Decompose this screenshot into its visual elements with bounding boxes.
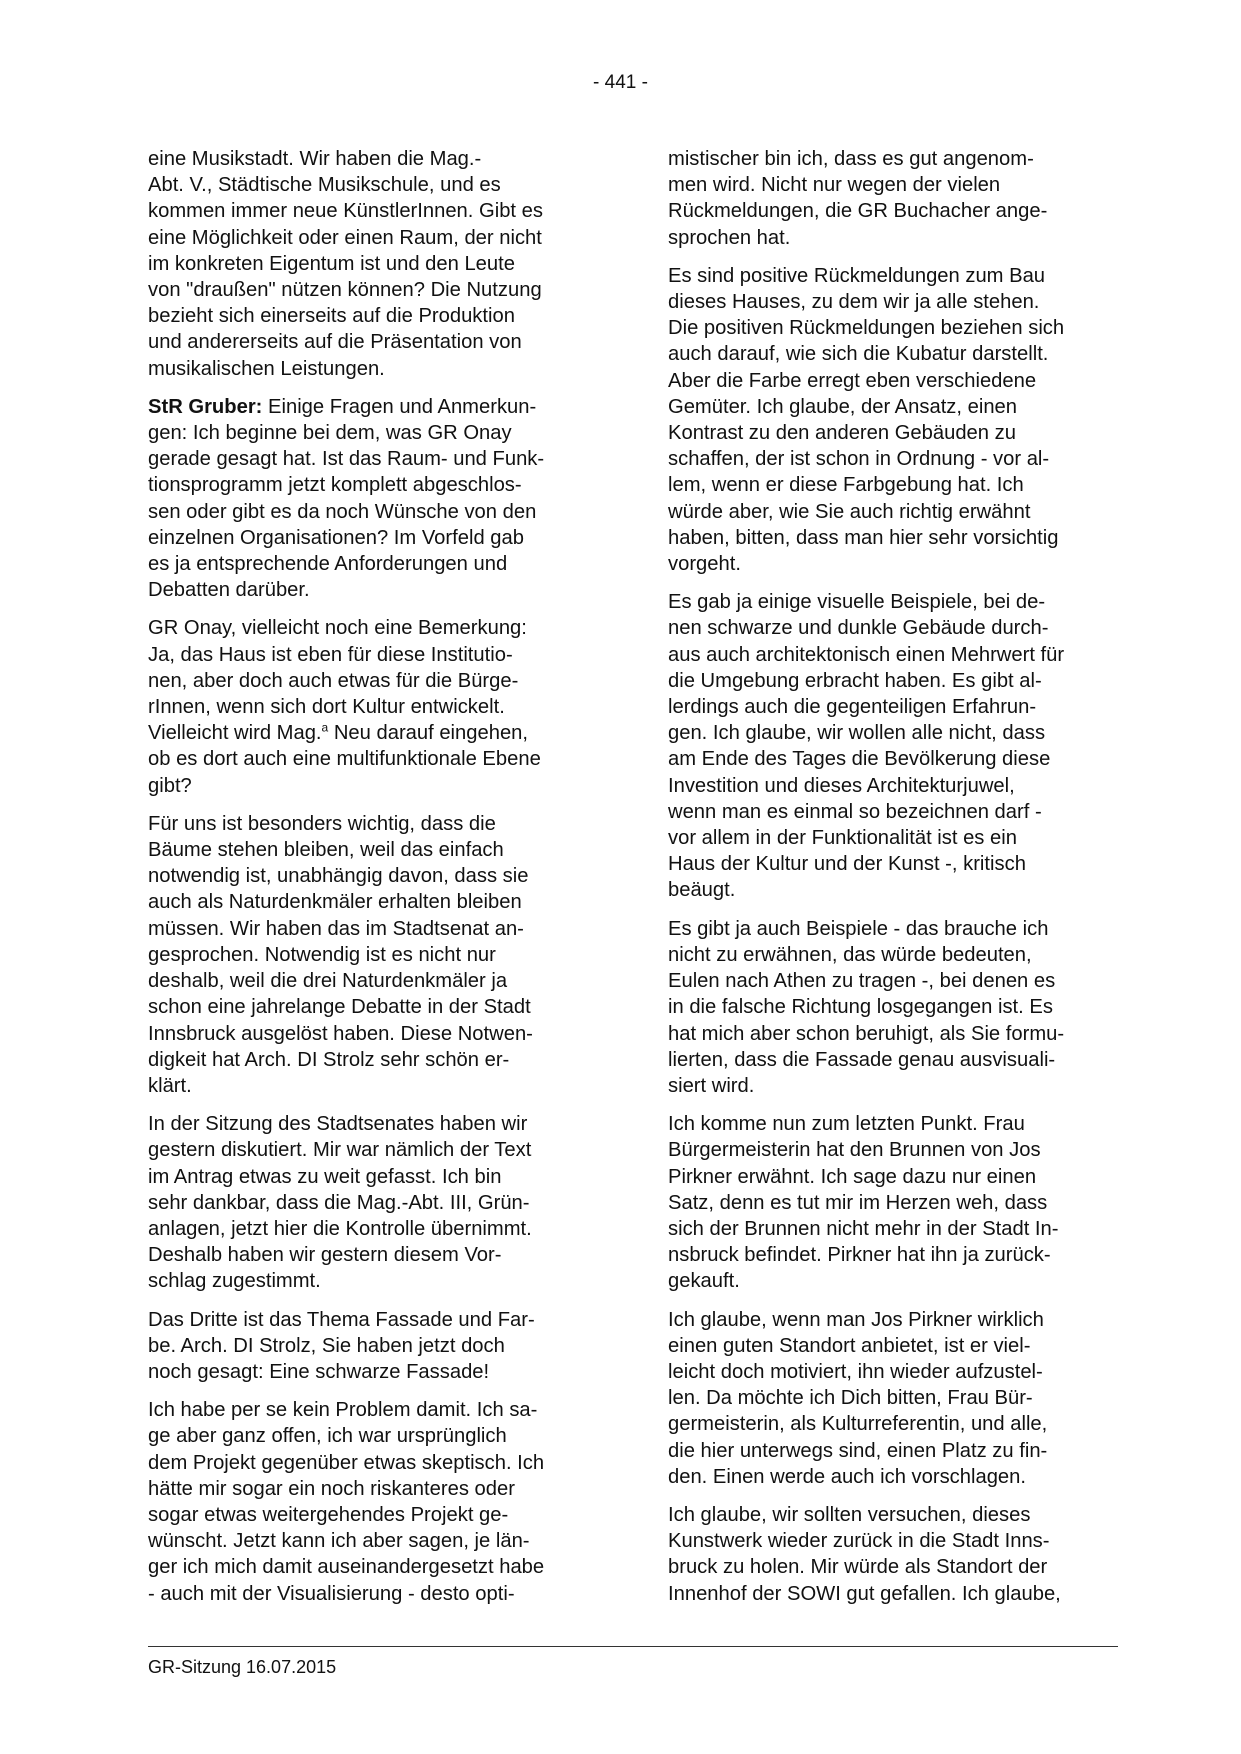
paragraph bbox=[668, 1502, 1116, 1607]
paragraph-line: be. Arch. DI Strolz, Sie haben jetzt doch bbox=[148, 1334, 505, 1357]
paragraph-line: es ja entsprechende Anforderungen und bbox=[148, 553, 508, 576]
paragraph-line: gesprochen. Notwendig ist es nicht nur bbox=[148, 943, 496, 966]
paragraph-line: Ich glaube, wir sollten versuchen, dieses bbox=[668, 1503, 1031, 1526]
footer-divider bbox=[148, 1646, 1118, 1647]
paragraph-line: anlagen, jetzt hier die Kontrolle übernimmt. bbox=[148, 1217, 532, 1240]
paragraph-line: im konkreten Eigentum ist und den Leute bbox=[148, 252, 515, 275]
paragraph-line: Bäume stehen bleiben, weil das einfach bbox=[148, 839, 504, 862]
paragraph-line: Abt. V., Städtische Musikschule, und es bbox=[148, 174, 501, 197]
page-number: - 441 - bbox=[593, 72, 648, 93]
text-fragment: Neu darauf eingehen, bbox=[328, 722, 529, 745]
paragraph-line: im Antrag etwas zu weit gefasst. Ich bin bbox=[148, 1165, 502, 1188]
paragraph bbox=[148, 1111, 596, 1294]
paragraph-line: Ich glaube, wenn man Jos Pirkner wirklich bbox=[668, 1308, 1044, 1331]
paragraph-line: sogar etwas weitergehendes Projekt ge- bbox=[148, 1503, 509, 1526]
paragraph bbox=[668, 1111, 1116, 1294]
paragraph-line: die Umgebung erbracht haben. Es gibt al- bbox=[668, 669, 1042, 692]
paragraph-line: würde aber, wie Sie auch richtig erwähnt bbox=[668, 500, 1031, 523]
right-column bbox=[668, 146, 1116, 1619]
paragraph-line: ge aber ganz offen, ich war ursprünglich bbox=[148, 1425, 507, 1448]
paragraph-line: Satz, denn es tut mir im Herzen weh, dass bbox=[668, 1191, 1048, 1214]
paragraph-line: noch gesagt: Eine schwarze Fassade! bbox=[148, 1360, 490, 1383]
paragraph-line: gen. Ich glaube, wir wollen alle nicht, dass bbox=[668, 722, 1046, 745]
paragraph-line: Es gibt ja auch Beispiele - das brauche ich bbox=[668, 917, 1049, 940]
paragraph-line: Aber die Farbe erregt eben verschiedene bbox=[668, 369, 1037, 392]
paragraph-line bbox=[148, 394, 596, 420]
paragraph-line: nen schwarze und dunkle Gebäude durch- bbox=[668, 617, 1049, 640]
paragraph-line: Eulen nach Athen zu tragen -, bei denen es bbox=[668, 970, 1056, 993]
paragraph-line: notwendig ist, unabhängig davon, dass sie bbox=[148, 865, 529, 888]
paragraph-line: beäugt. bbox=[668, 879, 736, 902]
paragraph-line: - auch mit der Visualisierung - desto opti- bbox=[148, 1582, 515, 1605]
paragraph-line bbox=[148, 720, 596, 746]
paragraph-line: von "draußen" nützen können? Die Nutzung bbox=[148, 279, 542, 302]
paragraph bbox=[668, 916, 1116, 1099]
paragraph-line: einen guten Standort anbietet, ist er viel- bbox=[668, 1334, 1031, 1357]
paragraph-line: lierten, dass die Fassade genau ausvisuali- bbox=[668, 1048, 1056, 1071]
paragraph-line: Es sind positive Rückmeldungen zum Bau bbox=[668, 264, 1046, 287]
paragraph-line: digkeit hat Arch. DI Strolz sehr schön er- bbox=[148, 1048, 510, 1071]
paragraph-line: Das Dritte ist das Thema Fassade und Far- bbox=[148, 1308, 535, 1331]
paragraph-line: kommen immer neue KünstlerInnen. Gibt es bbox=[148, 200, 543, 223]
paragraph-line: vor allem in der Funktionalität ist es ein bbox=[668, 827, 1017, 850]
paragraph-line: auch als Naturdenkmäler erhalten bleiben bbox=[148, 891, 522, 914]
paragraph-line: rInnen, wenn sich dort Kultur entwickelt. bbox=[148, 696, 505, 719]
superscript: a bbox=[321, 720, 329, 735]
paragraph-line: ger ich mich damit auseinandergesetzt habe bbox=[148, 1556, 545, 1579]
paragraph-line: Ich habe per se kein Problem damit. Ich sa- bbox=[148, 1399, 538, 1422]
paragraph-body bbox=[148, 746, 596, 798]
paragraph-line: schon eine jahrelange Debatte in der Stadt bbox=[148, 996, 531, 1019]
paragraph-line: GR Onay, vielleicht noch eine Bemerkung: bbox=[148, 617, 527, 640]
paragraph-line: haben, bitten, dass man hier sehr vorsichtig bbox=[668, 526, 1059, 549]
paragraph-line: Rückmeldungen, die GR Buchacher ange- bbox=[668, 200, 1048, 223]
paragraph-body bbox=[148, 615, 596, 720]
paragraph-line: tionsprogramm jetzt komplett abgeschlos- bbox=[148, 474, 522, 497]
speaker-text: Einige Fragen und Anmerkun- bbox=[262, 395, 537, 418]
paragraph bbox=[148, 1397, 596, 1607]
paragraph-line: len. Da möchte ich Dich bitten, Frau Bür- bbox=[668, 1387, 1033, 1410]
left-column bbox=[148, 146, 596, 1619]
paragraph-line: Bürgermeisterin hat den Brunnen von Jos bbox=[668, 1139, 1041, 1162]
paragraph-line: Es gab ja einige visuelle Beispiele, bei de- bbox=[668, 591, 1046, 614]
paragraph-line: Die positiven Rückmeldungen beziehen sich bbox=[668, 317, 1065, 340]
paragraph bbox=[668, 589, 1116, 903]
paragraph-line: sich der Brunnen nicht mehr in der Stadt In- bbox=[668, 1217, 1059, 1240]
paragraph-line: Ja, das Haus ist eben für diese Institutio- bbox=[148, 643, 513, 666]
paragraph bbox=[668, 263, 1116, 577]
paragraph bbox=[668, 146, 1116, 251]
paragraph-line: Debatten darüber. bbox=[148, 579, 310, 602]
paragraph-line: gestern diskutiert. Mir war nämlich der Text bbox=[148, 1139, 532, 1162]
paragraph-line: Kontrast zu den anderen Gebäuden zu bbox=[668, 422, 1016, 445]
paragraph-line: nsbruck befindet. Pirkner hat ihn ja zurück- bbox=[668, 1244, 1051, 1267]
paragraph-body bbox=[148, 420, 596, 603]
paragraph-line: Innsbruck ausgelöst haben. Diese Notwen- bbox=[148, 1022, 533, 1045]
paragraph bbox=[148, 1307, 596, 1386]
paragraph-line: einzelnen Organisationen? Im Vorfeld gab bbox=[148, 526, 524, 549]
paragraph-line: und andererseits auf die Präsentation von bbox=[148, 331, 522, 354]
paragraph-str-gruber bbox=[148, 394, 596, 604]
paragraph-line: sen oder gibt es da noch Wünsche von den bbox=[148, 500, 537, 523]
paragraph bbox=[148, 615, 596, 798]
footer-session-date: GR-Sitzung 16.07.2015 bbox=[148, 1657, 337, 1677]
paragraph-line: lerdings auch die gegenteiligen Erfahrun- bbox=[668, 696, 1037, 719]
paragraph-line: men wird. Nicht nur wegen der vielen bbox=[668, 174, 1001, 197]
paragraph-line: lem, wenn er diese Farbgebung hat. Ich bbox=[668, 474, 1024, 497]
paragraph-line: sehr dankbar, dass die Mag.-Abt. III, Grün- bbox=[148, 1191, 530, 1214]
paragraph-line: dieses Hauses, zu dem wir ja alle stehen. bbox=[668, 291, 1040, 314]
paragraph-line: wenn man es einmal so bezeichnen darf - bbox=[668, 800, 1042, 823]
paragraph bbox=[668, 1307, 1116, 1490]
paragraph bbox=[148, 146, 596, 382]
paragraph bbox=[148, 811, 596, 1099]
paragraph-line: bruck zu holen. Mir würde als Standort der bbox=[668, 1556, 1048, 1579]
paragraph-line: vorgeht. bbox=[668, 553, 741, 576]
paragraph-line: hat mich aber schon beruhigt, als Sie formu- bbox=[668, 1022, 1065, 1045]
paragraph-line: Haus der Kultur und der Kunst -, kritisch bbox=[668, 853, 1026, 876]
paragraph-line: Pirkner erwähnt. Ich sage dazu nur einen bbox=[668, 1165, 1037, 1188]
paragraph-line: In der Sitzung des Stadtsenates haben wir bbox=[148, 1113, 528, 1136]
paragraph-line: germeisterin, als Kulturreferentin, und alle, bbox=[668, 1413, 1048, 1436]
paragraph-line: ob es dort auch eine multifunktionale Ebene bbox=[148, 748, 541, 771]
paragraph-line: am Ende des Tages die Bevölkerung diese bbox=[668, 748, 1051, 771]
paragraph-line: hätte mir sogar ein noch riskanteres oder bbox=[148, 1477, 515, 1500]
paragraph-line: Kunstwerk wieder zurück in die Stadt Inns- bbox=[668, 1530, 1050, 1553]
paragraph-line: Gemüter. Ich glaube, der Ansatz, einen bbox=[668, 395, 1018, 418]
paragraph-line: Für uns ist besonders wichtig, dass die bbox=[148, 812, 496, 835]
paragraph-line: auch darauf, wie sich die Kubatur darstellt. bbox=[668, 343, 1049, 366]
paragraph-line: klärt. bbox=[148, 1074, 192, 1097]
paragraph-line: siert wird. bbox=[668, 1074, 755, 1097]
paragraph-line: Innenhof der SOWI gut gefallen. Ich glaube, bbox=[668, 1582, 1061, 1605]
paragraph-line: eine Möglichkeit oder einen Raum, der nicht bbox=[148, 226, 542, 249]
paragraph-line: nicht zu erwähnen, das würde bedeuten, bbox=[668, 943, 1032, 966]
paragraph-line: gibt? bbox=[148, 774, 192, 797]
paragraph-line: nen, aber doch auch etwas für die Bürge- bbox=[148, 669, 519, 692]
paragraph-line: gekauft. bbox=[668, 1270, 740, 1293]
text-fragment: Vielleicht wird Mag. bbox=[148, 722, 322, 745]
paragraph-line: sprochen hat. bbox=[668, 226, 791, 249]
paragraph-line: Investition und dieses Architekturjuwel, bbox=[668, 774, 1015, 797]
paragraph-line: deshalb, weil die drei Naturdenkmäler ja bbox=[148, 970, 508, 993]
speaker-name: StR Gruber: bbox=[148, 395, 263, 418]
paragraph-line: den. Einen werde auch ich vorschlagen. bbox=[668, 1465, 1026, 1488]
paragraph-line: gerade gesagt hat. Ist das Raum- und Funk- bbox=[148, 448, 545, 471]
paragraph-line: gen: Ich beginne bei dem, was GR Onay bbox=[148, 422, 512, 445]
paragraph-line: wünscht. Jetzt kann ich aber sagen, je län- bbox=[148, 1530, 530, 1553]
paragraph-line: Deshalb haben wir gestern diesem Vor- bbox=[148, 1244, 502, 1267]
paragraph-line: schaffen, der ist schon in Ordnung - vor al- bbox=[668, 448, 1050, 471]
paragraph-line: leicht doch motiviert, ihn wieder aufzustel- bbox=[668, 1360, 1043, 1383]
paragraph-line: müssen. Wir haben das im Stadtsenat an- bbox=[148, 917, 524, 940]
paragraph-line: musikalischen Leistungen. bbox=[148, 357, 385, 380]
paragraph-line: in die falsche Richtung losgegangen ist. Es bbox=[668, 996, 1053, 1019]
paragraph-line: bezieht sich einerseits auf die Produktion bbox=[148, 305, 515, 328]
paragraph-line: dem Projekt gegenüber etwas skeptisch. Ich bbox=[148, 1451, 545, 1474]
paragraph-line: eine Musikstadt. Wir haben die Mag.- bbox=[148, 148, 482, 170]
paragraph-line: mistischer bin ich, dass es gut angenom- bbox=[668, 148, 1034, 170]
paragraph-line: aus auch architektonisch einen Mehrwert für bbox=[668, 643, 1065, 666]
paragraph-line: Ich komme nun zum letzten Punkt. Frau bbox=[668, 1113, 1025, 1136]
paragraph-line: schlag zugestimmt. bbox=[148, 1270, 321, 1293]
paragraph-line: die hier unterwegs sind, einen Platz zu fin- bbox=[668, 1439, 1048, 1462]
